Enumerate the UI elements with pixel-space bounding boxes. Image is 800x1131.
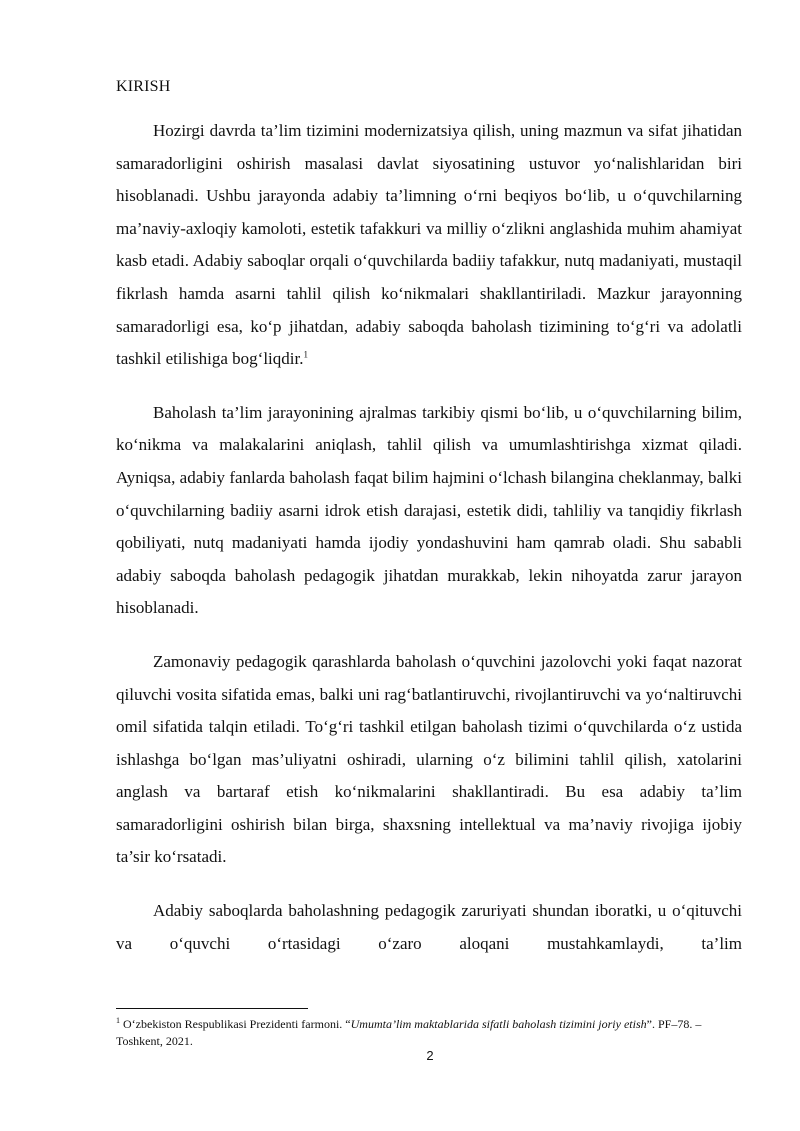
footnote — [116, 1016, 742, 1050]
footnote-separator — [116, 1008, 308, 1009]
paragraph-3: Zamonaviy pedagogik qarashlarda baholash o‘quvchini jazolovchi yoki faqat nazorat qiluvchi vosita sifatida emas, balki uni rag‘batlantiruvchi, rivojlantiruvchi va yo‘naltiruvchi omil sifatida talqin etiladi. To‘g‘ri tashkil etilgan baholash tizimi o‘quvchilarda o‘z ustida ishlashga bo‘lgan mas’uliyatni oshiradi, ularning o‘z bilimini tahlil qilish, xatolarini anglash va bartaraf etish ko‘nikmalarini shakllantiradi. Bu esa adabiy ta’lim samaradorligini oshirish bilan birga, shaxsning intellektual va ma’naviy rivojiga ijobiy ta’sir ko‘rsatadi. — [116, 651, 742, 867]
footnote-reference[interactable]: 1 — [303, 349, 308, 360]
footnote-suffix: ”. PF–78. – Toshkent, 2021. — [116, 1017, 702, 1048]
footnote-title: Umumta’lim maktablarida sifatli baholash tizimini joriy etish — [350, 1017, 647, 1031]
body-text — [116, 115, 742, 960]
section-heading: KIRISH — [116, 78, 171, 95]
paragraph-text: Hozirgi davrda ta’lim tizimini modernizatsiya qilish, uning mazmun va sifat jihatidan samaradorligini oshirish masalasi davlat siyosatining ustuvor yo‘nalishlaridan biri hisoblanadi. Ushbu jarayonda adabiy ta’limning o‘rni beqiyos bo‘lib, u o‘quvchilarning ma’naviy-axloqiy kamoloti, estetik tafakkuri va milliy o‘zlikni anglashida muhim ahamiyat kasb etadi. Adabiy saboqlar orqali o‘quvchilarda badiiy tafakkur, nutq madaniyati, mustaqil fikrlash hamda asarni tahlil qilish ko‘nikmalari shakllantiriladi. Mazkur jarayonning samaradorligi esa, ko‘p jihatdan, adabiy saboqda baholash tizimining to‘g‘ri va adolatli tashkil etilishiga bog‘liqdir. — [116, 121, 742, 369]
paragraph-1 — [116, 115, 742, 376]
footnote-prefix: O‘zbekiston Respublikasi Prezidenti farmoni. “ — [120, 1017, 351, 1031]
paragraph-2: Baholash ta’lim jarayonining ajralmas tarkibiy qismi bo‘lib, u o‘quvchilarning bilim, ko‘nikma va malakalarini aniqlash, tahlil qilish va umumlashtirishga xizmat qiladi. Ayniqsa, adabiy fanlarda baholash faqat bilim hajmini o‘lchash bilangina cheklanmay, balki o‘quvchilarning badiiy asarni idrok etish darajasi, estetik didi, tahliliy va tanqidiy fikrlash qobiliyati, nutq madaniyati hamda ijodiy yondashuvini ham qamrab oladi. Shu sababli adabiy saboqda baholash pedagogik jihatdan murakkab, lekin nihoyatda zarur jarayon hisoblanadi. — [116, 402, 742, 618]
paragraph-4: Adabiy saboqlarda baholashning pedagogik zaruriyati shundan iboratki, u o‘qituvchi va o‘quvchi o‘rtasidagi o‘zaro aloqani mustahkamlaydi, ta’lim — [116, 901, 742, 953]
footnote-marker: 1 — [116, 1016, 120, 1025]
page-number: 2 — [426, 1048, 434, 1063]
